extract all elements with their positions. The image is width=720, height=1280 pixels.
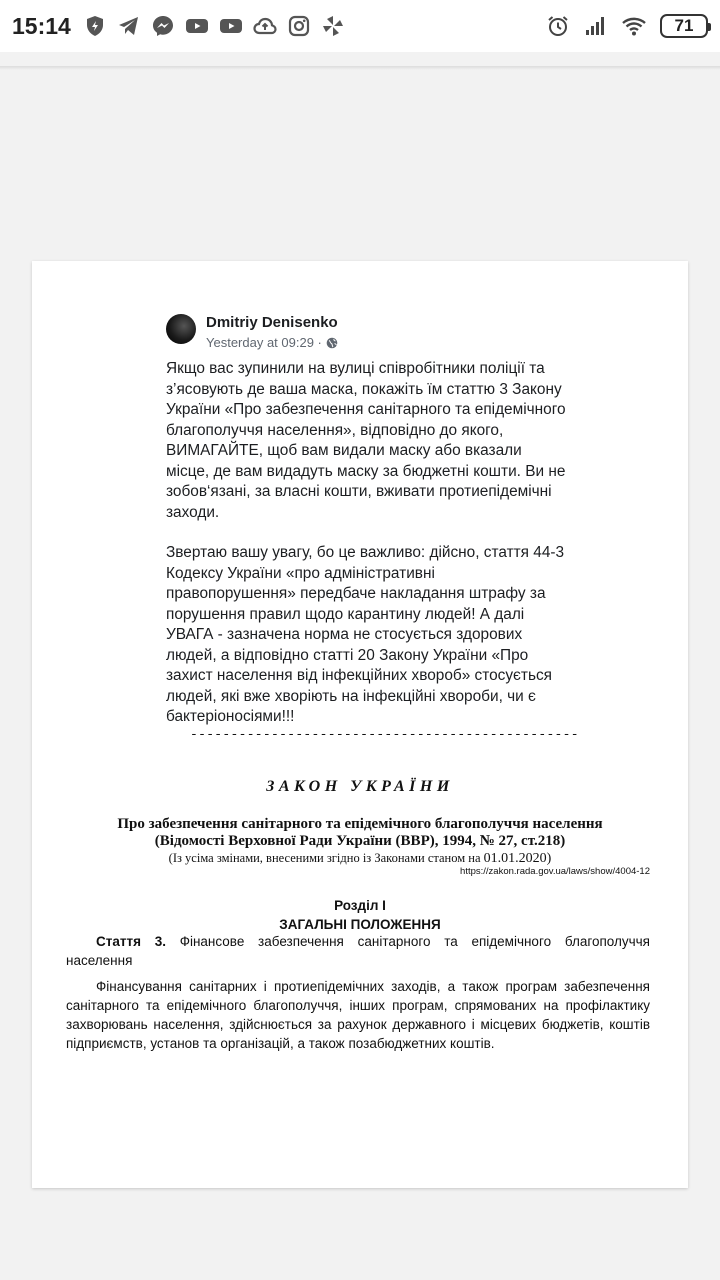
alarm-icon (546, 14, 570, 38)
status-time: 15:14 (12, 12, 71, 39)
post-author: Dmitriy Denisenko (206, 314, 338, 331)
law-title: ЗАКОН УКРАЇНИ (266, 778, 454, 795)
messenger-icon (151, 14, 175, 38)
shield-icon (83, 14, 107, 38)
post-body (166, 359, 579, 748)
law-subtitle (32, 816, 688, 850)
article-label: Стаття 3. (96, 934, 166, 949)
avatar (166, 314, 196, 344)
youtube-icon (219, 14, 243, 38)
law-amendments-note (32, 851, 688, 867)
post-paragraph: Звертаю вашу увагу, бо це важливо: дійсно, стаття 44-3 Кодексу України «про адміністративні правопорушення» передбаче накладання штрафу за порушення правил щодо карантину людей! А далі УВАГА - зазначена норма не стосується здорових людей, а відповідно статті 20 Закону України «Про захист населення від інфекційних хвороб» стосується людей, які вже хворіють на інфекційні хвороби, чи є бактеріоносіями!!! (166, 544, 565, 725)
section-heading (32, 896, 688, 934)
status-bar-shadow (0, 66, 720, 70)
article-body: Фінансування санітарних і протиепідемічних заходів, а також програм забезпечення санітарного та епідемічного благополуччя, інших програм, спрямованих на профілактику захворювань населення, здійснюється за рахунок державного і місцевих бюджетів, коштів підприємств, установ та організацій, а також позабюджетних коштів. (66, 979, 650, 1051)
battery-icon (660, 14, 708, 38)
globe-icon (326, 337, 338, 349)
notification-icons (83, 14, 345, 38)
post-paragraph: Якщо вас зупинили на вулиці співробітники поліції та з’ясовують де ваша маска, покажіть їм статтю 3 Закону України «Про забезпечення санітарного та епідемічного благополуччя населення», відповідно до якого, ВИМАГАЙТЕ, щоб вам видали маску або вказали місце, де вам видадуть маску за бюджетні кошти. Ви не зобов‘язані, за власні кошти, вживати протиепідемічні заходи. (166, 360, 566, 521)
status-bar (0, 0, 720, 52)
post-timestamp: Yesterday at 09:29 · (206, 335, 322, 350)
section-number: Розділ I (334, 898, 386, 913)
law-subtitle-line: (Відомості Верховної Ради України (ВВР), 1994, № 27, ст.218) (154, 833, 566, 849)
post-meta (206, 335, 338, 350)
instagram-icon (287, 14, 311, 38)
cloud-icon (253, 14, 277, 38)
document-image[interactable] (32, 261, 688, 1188)
wifi-icon (622, 14, 646, 38)
law-subtitle-line: Про забезпечення санітарного та епідемічного благополуччя населення (117, 816, 603, 832)
pinwheel-icon (321, 14, 345, 38)
separator-line: ------------------------------------------------ (190, 727, 579, 742)
signal-icon (584, 14, 608, 38)
article-title: Фінансове забезпечення санітарного та епідемічного благополуччя населення (66, 934, 650, 968)
telegram-icon (117, 14, 141, 38)
law-note-date: 01.01.2020) (483, 851, 552, 866)
battery-level: 71 (674, 16, 694, 35)
article-heading (66, 932, 650, 970)
law-url: https://zakon.rada.gov.ua/laws/show/4004-12 (460, 866, 650, 877)
law-note-text: (Із усіма змінами, внесеними згідно із Законами станом на (168, 851, 481, 865)
youtube-icon (185, 14, 209, 38)
system-icons (546, 14, 708, 38)
section-title: ЗАГАЛЬНІ ПОЛОЖЕННЯ (279, 917, 441, 932)
